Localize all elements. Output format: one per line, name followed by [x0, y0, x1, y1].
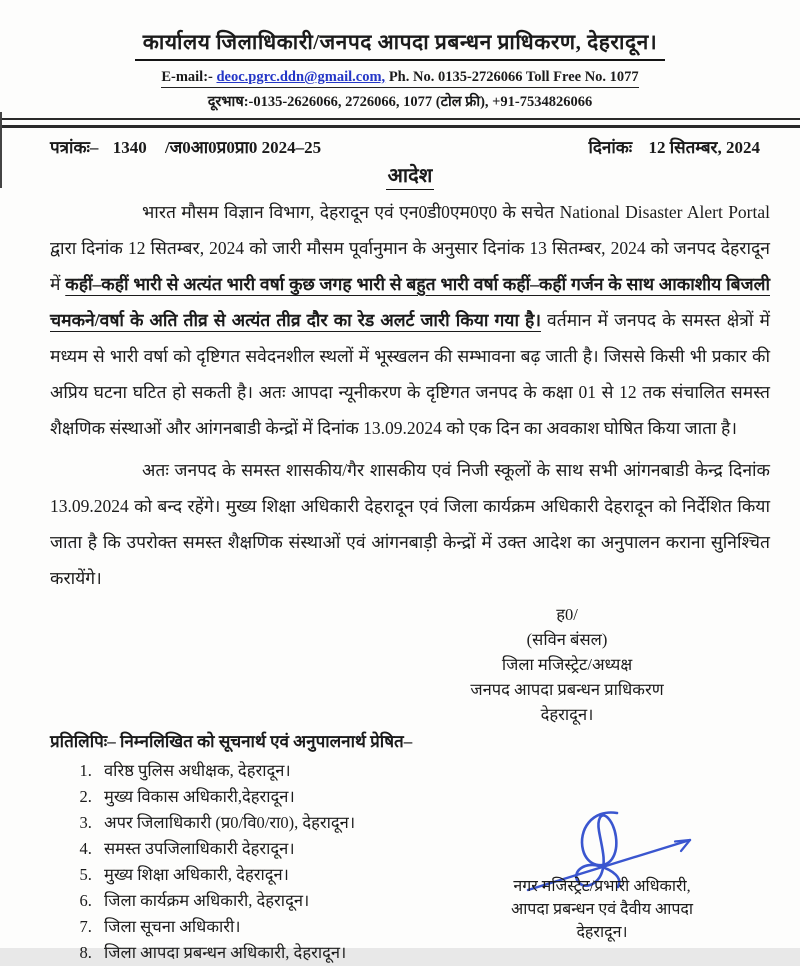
order-heading — [50, 161, 770, 190]
countersign-designation: नगर मजिस्ट्रेट/प्रभारी अधिकारी, — [513, 878, 691, 895]
telephone-line: दूरभाष:-0135-2626066, 2726066, 1077 (टोल फ्री), +91-7534826066 — [207, 94, 593, 110]
signed-abbreviation: ह0/ — [556, 605, 578, 624]
email-link[interactable]: deoc.pgrc.ddn@gmail.com, — [216, 69, 386, 85]
list-item: 1. वरिष्ठ पुलिस अधीक्षक, देहरादून। — [96, 758, 770, 784]
scan-edge-artifact — [0, 112, 2, 188]
signatory-organisation: जनपद आपदा प्रबन्धन प्राधिकरण — [470, 680, 664, 699]
contact-line — [0, 69, 800, 88]
letter-no-label: पत्रांकः– — [50, 138, 99, 157]
list-item: 3. अपर जिलाधिकारी (प्र0/वि0/रा0), देहरादून। — [96, 810, 770, 836]
letterhead — [0, 0, 800, 111]
order-paragraph-1 — [50, 194, 770, 446]
red-alert-highlight: कहीं–कहीं भारी से अत्यंत भारी वर्षा कुछ जगह भारी से बहुत भारी वर्षा कहीं–कहीं गर्जन के साथ आकाशीय बिजली चमकने/वर्षा के अति तीव्र से अत्यंत तीव्र दौर का रेड अलर्ट जारी किया गया है। — [50, 274, 770, 330]
countersign-block — [452, 875, 752, 944]
countersign-department: आपदा प्रबन्धन एवं दैवीय आपदा — [510, 901, 694, 918]
order-paragraph-2: अतः जनपद के समस्त शासकीय/गैर शासकीय एवं निजी स्कूलों के साथ सभी आंगनबाडी केन्द्र दिनांक 13.09.2024 को बन्द रहेंगे। मुख्य शिक्षा अधिकारी देहरादून एवं जिला कार्यक्रम अधिकारी देहरादून को निर्देशित किया जाता है कि उपरोक्त समस्त शैक्षणिक संस्थाओं एवं आंगनबाड़ी केन्द्रों में उक्त आदेश का अनुपालन कराना सुनिश्चित करायेंगे। — [50, 460, 770, 588]
para1-tail: वर्तमान में जनपद के समस्त क्षेत्रों में मध्यम से भारी वर्षा को दृष्टिगत सवेदनशील स्थलों में भूस्खलन की सम्भावना बढ़ जाती है। जिससे किसी भी प्रकार की अप्रिय घटना घटित हो सकती है। अतः आपदा न्यूनीकरण के दृष्टिगत जनपद के कक्षा 01 से 12 तक संचालित समस्त शैक्षणिक संस्थाओं और आंगनबाडी केन्द्रों में दिनांक 13.09.2024 को एक दिन का अवकाश घोषित किया जाता है। — [50, 310, 770, 438]
phone-info: Ph. No. 0135-2726066 Toll Free No. 1077 — [388, 69, 639, 85]
email-label: E-mail:- — [161, 69, 213, 85]
date-value: 12 सितम्बर, 2024 — [648, 138, 760, 157]
header-divider — [0, 118, 800, 128]
letter-body — [0, 135, 800, 966]
list-item: 5. मुख्य शिक्षा अधिकारी, देहरादून। — [96, 862, 770, 888]
meta-row — [50, 135, 770, 158]
list-item: 2. मुख्य विकास अधिकारी,देहरादून। — [96, 784, 770, 810]
signatory-name: (सविन बंसल) — [526, 630, 608, 649]
list-item: 8. जिला आपदा प्रबन्धन अधिकारी, देहरादून। — [96, 940, 770, 966]
date-label: दिनांकः — [588, 138, 633, 157]
list-item: 6. जिला कार्यक्रम अधिकारी, देहरादून। — [96, 888, 770, 914]
letter-date — [588, 135, 770, 158]
office-title: कार्यालय जिलाधिकारी/जनपद आपदा प्रबन्धन प्राधिकरण, देहरादून। — [135, 28, 665, 61]
countersign-place: देहरादून। — [576, 924, 628, 941]
letter-no-value: 1340 — [112, 138, 147, 157]
signatory-block — [412, 602, 722, 727]
list-item: 4. समस्त उपजिलाधिकारी देहरादून। — [96, 836, 770, 862]
signatory-designation: जिला मजिस्ट्रेट/अध्यक्ष — [501, 655, 633, 674]
letter-ref: /ज0आ0प्र0प्रा0 2024–25 — [164, 138, 322, 157]
order-heading-text: आदेश — [386, 161, 435, 190]
signatory-place: देहरादून। — [540, 705, 594, 724]
para1-lead: भारत मौसम विज्ञान विभाग, देहरादून एवं एन0डी0एम0ए0 के सचेत National Disaster Alert Portal द्वारा दिनांक 12 सितम्बर, 2024 को जारी मौसम पूर्वानुमान के अनुसार दिनांक 13 सितम्बर, 2024 को जनपद देहरादून में — [50, 202, 770, 294]
list-item: 7. जिला सूचना अधिकारी। — [96, 914, 770, 940]
copy-heading: प्रतिलिपिः– निम्नलिखित को सूचनार्थ एवं अनुपालनार्थ प्रेषित– — [50, 732, 413, 751]
letter-number — [50, 135, 321, 158]
